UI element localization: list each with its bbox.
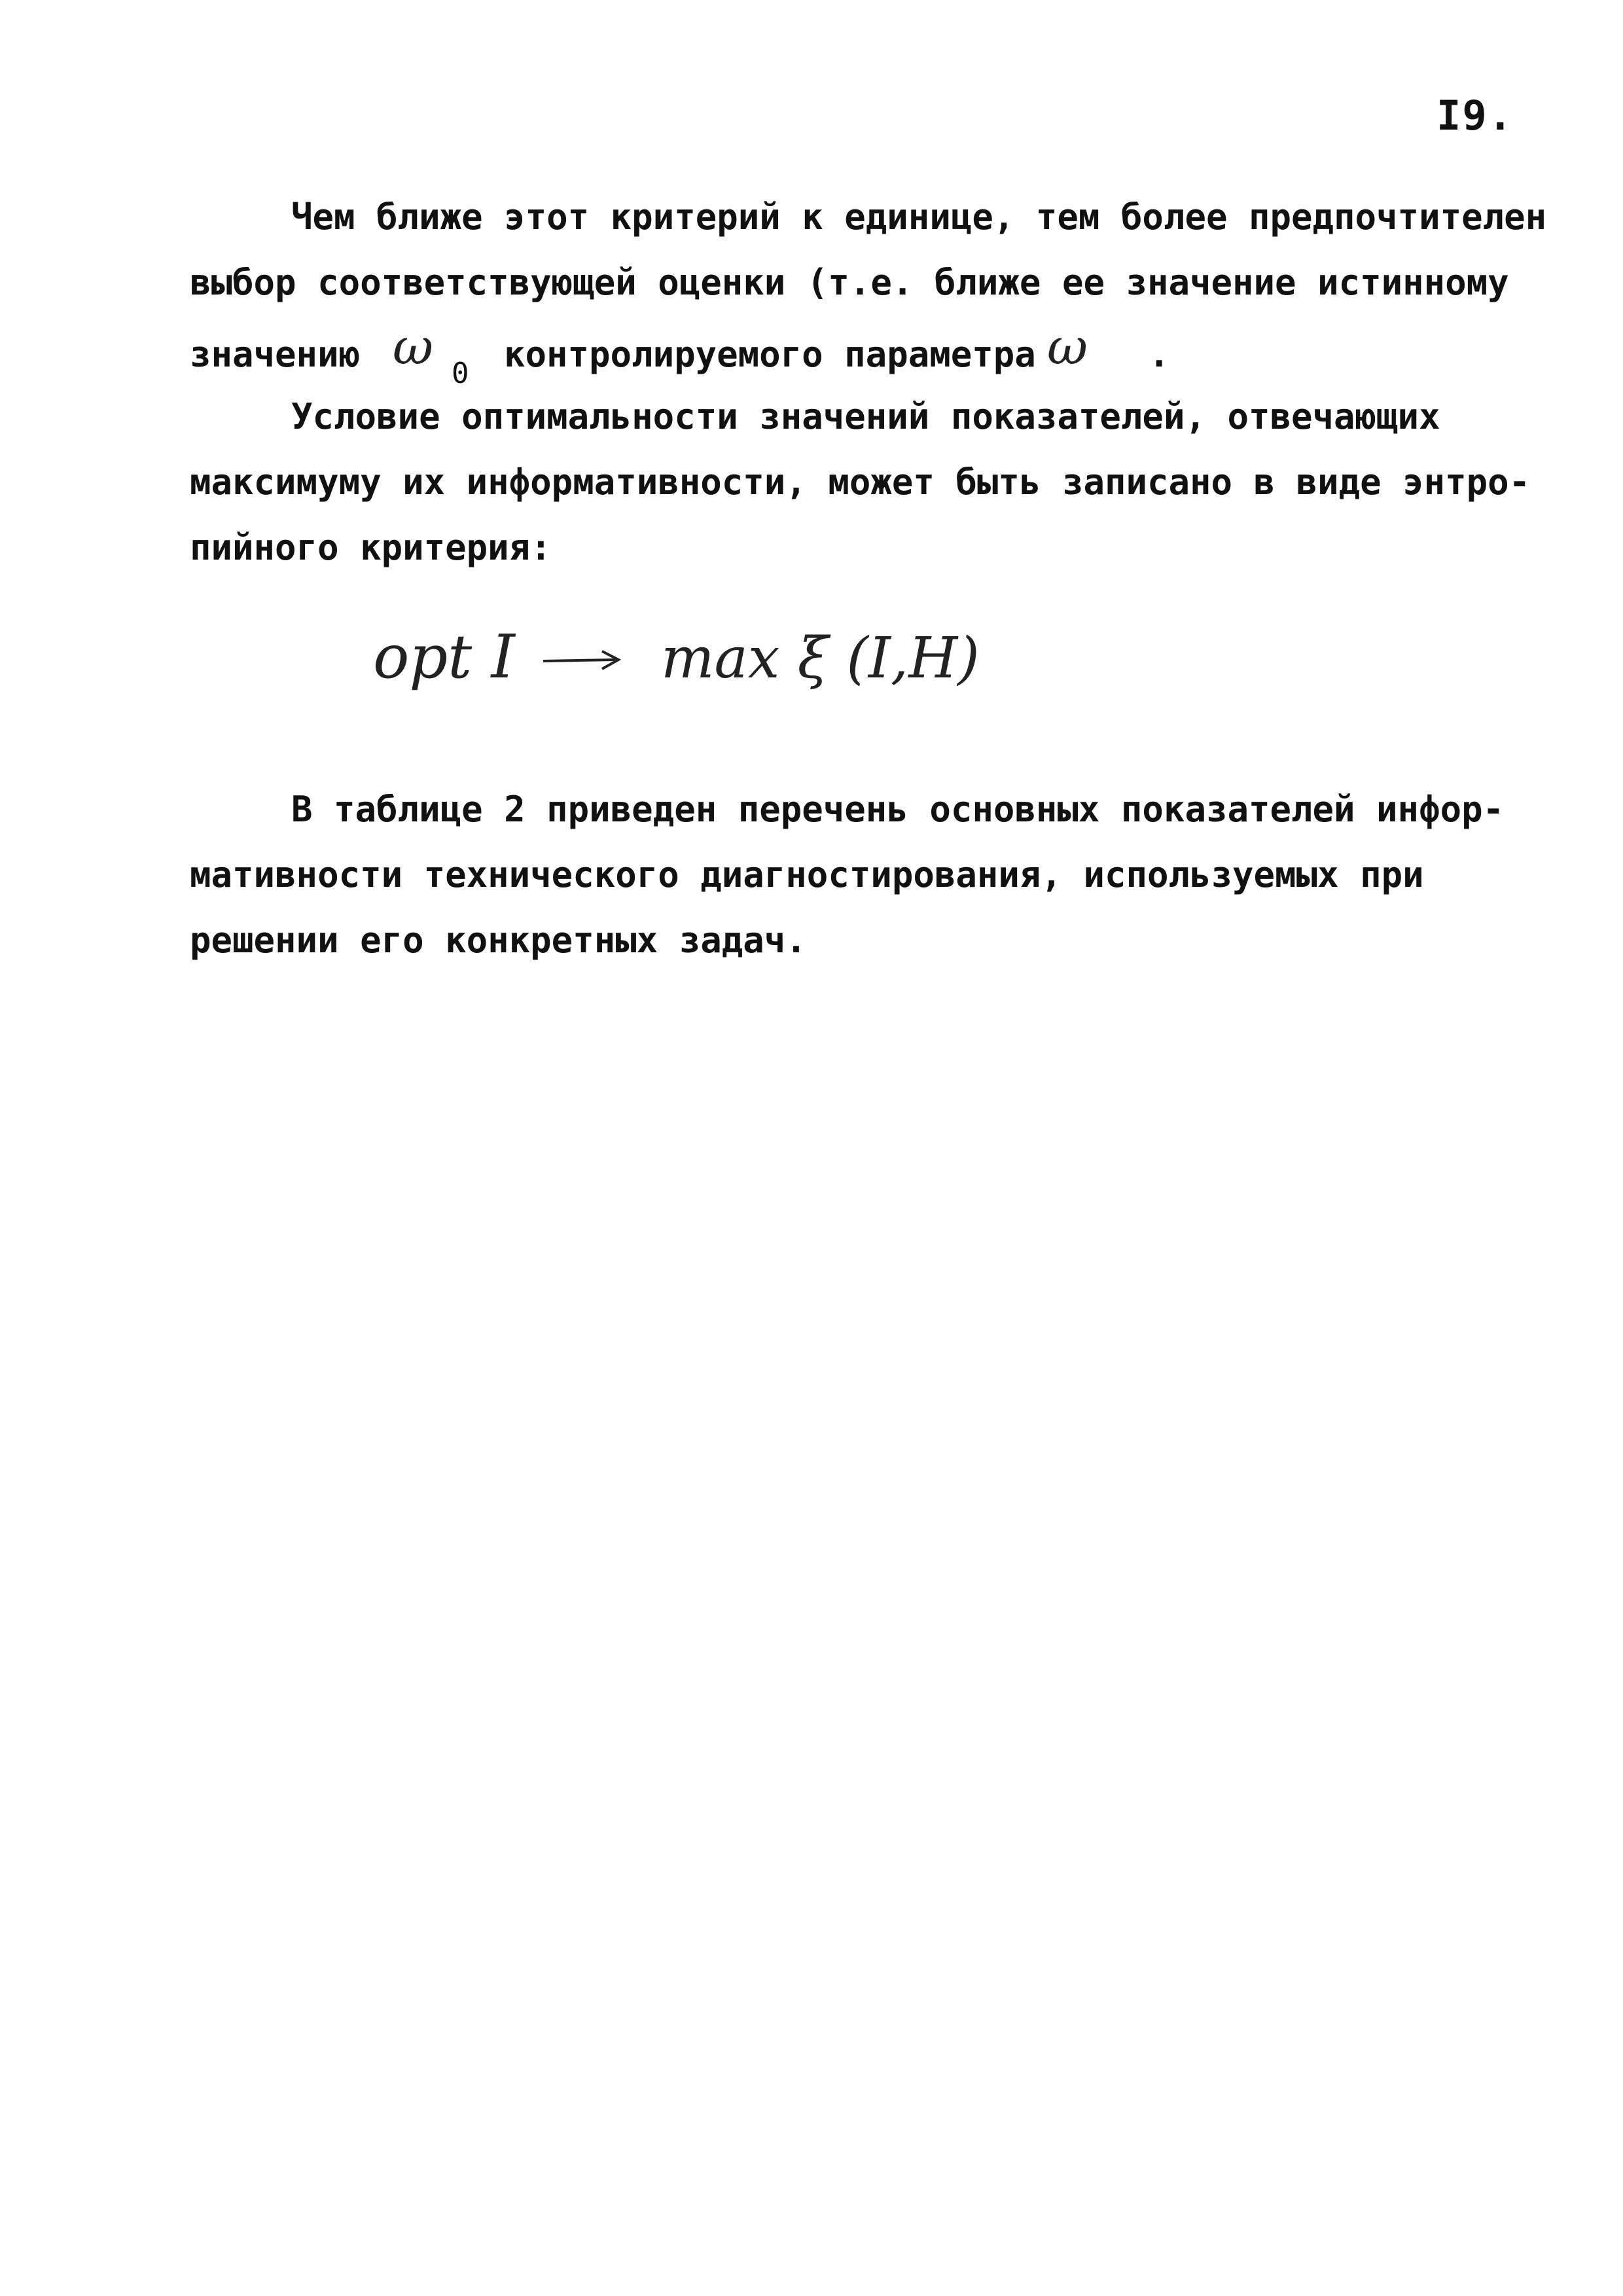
paragraph3-line2: мативности технического диагностирования, используемых при <box>190 854 1424 895</box>
omega-symbol: ω <box>393 317 433 376</box>
formula-left: opt I <box>373 622 515 692</box>
paragraph1-line3-start: значению <box>190 334 361 375</box>
arrow-shaft <box>543 660 615 661</box>
paragraph3-line3: решении его конкретных задач. <box>190 920 807 961</box>
paragraph2-line3: пийного критерия: <box>190 527 552 568</box>
omega-subscript: 0 <box>452 357 469 390</box>
paragraph1-line3-end: . <box>1149 334 1170 375</box>
page-number: I9. <box>1436 92 1514 139</box>
paragraph3-line1: В таблице 2 приведен перечень основных показателей инфор- <box>291 789 1505 830</box>
paragraph1-line3-mid: контролируемого параметра <box>504 334 1036 375</box>
paragraph2-line2: максимуму их информативности, может быть записано в виде энтро- <box>190 461 1531 503</box>
omega-symbol-2: ω <box>1047 317 1088 376</box>
paragraph1-line2: выбор соответствующей оценки (т.е. ближе ее значение истинному <box>190 262 1509 303</box>
handwritten-formula <box>366 589 1021 759</box>
paragraph1-line1: Чем ближе этот критерий к единице, тем более предпочтителен <box>291 196 1547 238</box>
paragraph2-line1: Условие оптимальности значений показателей, отвечающих <box>291 396 1440 437</box>
formula-right: max ξ (I,H) <box>661 626 980 691</box>
